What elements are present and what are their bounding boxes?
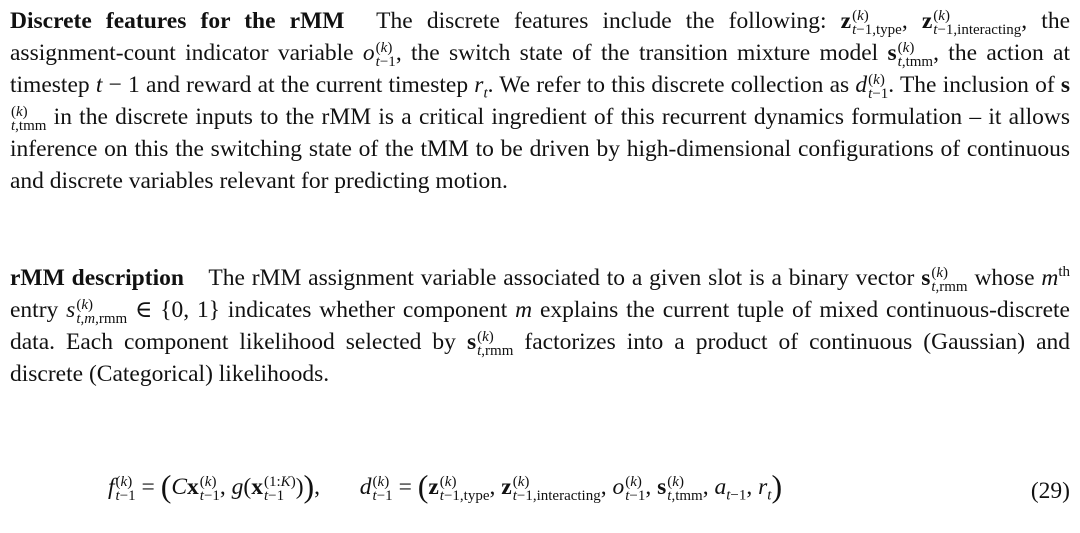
math-sub: t <box>483 85 488 102</box>
paragraph-discrete-features: Discrete features for the rMM The discrete features include the following: z (k) t−1,type , z (k) t−1,interacting , the assignment-count indicator variable o (k) t−1 , the switch state of the transition mixture model s (k) t,tmm , the action at timestep t − 1 and reward at the current timestep $r_t$. We refer to this discrete collection as d (k) t−1 . The inclusion of s (k) t,tmm in the discrete inputs to the rMM is a critical ingredient of this recurrent dynamics formulation – it allows inference on this the switching state of the tMM to be driven by high-dimensional configurations of continuous and discrete variables relevant for predicting motion. <box>10 7 1071 194</box>
math-d: d <box>855 72 868 98</box>
math-s-tmm: s <box>887 40 897 66</box>
math-m: m <box>1041 265 1059 291</box>
math-scripts: (k) t,rmm <box>931 264 968 295</box>
math-scripts: (k) t,tmm <box>11 103 47 134</box>
text-segment: the assignment-count indicator variable <box>10 8 1071 66</box>
math-scripts: (k) t−1 <box>375 39 396 70</box>
math-o: o <box>362 40 375 66</box>
text-segment: The discrete features include the following: <box>376 8 827 34</box>
display-equation: f (k) t−1 = (Cx (k) t−1 , g(x (1:K) t−1 )), d (k) t−1 = (z (k) t−1,type , z (k) t−1,interacting , o (k) t−1 , s (k) t,tmm , $a_{t-1}$, $r_t$) <box>108 468 783 504</box>
math-s-rmm: s <box>466 329 477 355</box>
math-scripts: (k) t,rmm <box>477 328 514 359</box>
text-segment: . We refer to this discrete collection as <box>487 72 850 98</box>
text-segment: entry <box>10 297 59 323</box>
math-m: m <box>515 297 533 323</box>
math-s: s <box>66 297 76 323</box>
heading-rmm-description: rMM description <box>10 265 184 291</box>
math-scripts: (k) t−1,type <box>852 7 902 38</box>
text-segment: the action at timestep <box>10 40 1071 98</box>
text-segment: factorizes into a product of continuous (Gaussian) and discrete (Categorical) likelihoods. <box>10 329 1071 387</box>
heading-discrete-features: Discrete features for the rMM <box>10 8 345 34</box>
math-sup: th <box>1058 264 1070 280</box>
math-scripts: (k) t,tmm <box>897 39 934 70</box>
text-segment: and reward at the current timestep <box>146 72 469 98</box>
text-segment: . The inclusion of <box>888 72 1055 98</box>
math-scripts: (k) t,m,rmm <box>76 296 128 327</box>
text-segment: The rMM assignment variable associated to a given slot is a binary vector <box>208 265 915 291</box>
text-segment: indicates whether component <box>227 297 508 323</box>
equation-number: (29) <box>1030 478 1070 504</box>
text-segment: in the discrete inputs to the rMM is a critical ingredient of this recurrent dynamics formulation – it allows inference on this the switching state of the tMM to be driven by high-dimensional configurations of continuous and discrete variables relevant for predicting motion. <box>10 104 1071 194</box>
text-segment: whose <box>974 265 1035 291</box>
math-r: r <box>474 72 484 98</box>
math-scripts: (k) t−1 <box>868 71 889 102</box>
math-s-tmm: s <box>1060 72 1071 98</box>
math-t: t <box>95 72 103 98</box>
text-segment: , the switch state of the transition mixture model <box>395 40 879 66</box>
math-s-rmm: s <box>921 265 931 291</box>
text-segment: explains the current tuple of mixed continuous-discrete data. Each component likelihood selected by <box>10 297 1070 355</box>
math-z-type: z <box>840 8 852 34</box>
math-scripts: (k) t−1,interacting <box>933 7 1022 38</box>
paragraph-rmm-description: rMM description The rMM assignment variable associated to a given slot is a binary vector s (k) t,rmm whose $m^{th}$ entry s (k) t,m,rmm ∈ {0, 1} indicates whether component m explains the current tuple of mixed continuous-discrete data. Each component likelihood selected by s (k) t,rmm factorizes into a product of continuous (Gaussian) and discrete (Categorical) likelihoods. <box>10 264 1071 387</box>
math-z-interacting: z <box>921 8 933 34</box>
